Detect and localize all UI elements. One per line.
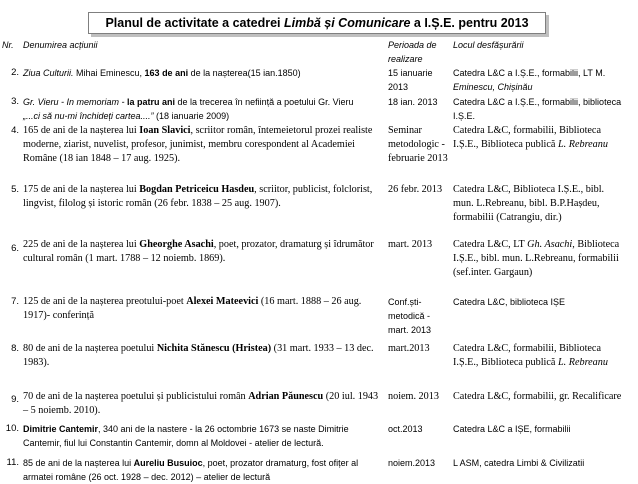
row-number: 11. — [6, 457, 19, 468]
row-place: L ASM, catedra Limbi & Civilizatii — [453, 458, 585, 468]
row-number: 9. — [11, 394, 19, 405]
row-number: 2. — [11, 67, 19, 78]
row-place: Catedra L&C, LT Gh. Asachi, Biblioteca I.Ș.E., bibl. mun. L.Rebreanu, formabilii (sef.inter. Gargaun) — [453, 239, 620, 278]
row-number: 8. — [11, 343, 19, 354]
header-name: Denumirea acțiunii — [23, 40, 98, 50]
row-period: noiem.2013 — [388, 458, 436, 468]
row-number: 10. — [5, 423, 19, 434]
row-place: Catedra L&C a I.Ș.E., formabilii, biblioteca I.Ș.E. — [453, 97, 622, 121]
title-text-end: a I.Ș.E. pentru 2013 — [410, 16, 529, 30]
row-place: Catedra L&C, formabilii, Biblioteca I.Ș.E., Biblioteca publică L. Rebreanu — [453, 125, 608, 150]
row-name: 175 de ani de la nașterea lui Bogdan Petriceicu Hasdeu, scriitor, publicist, folclorist, lingvist, filolog și istoric român (26 febr. 1838 – 25 aug. 1907). — [23, 184, 373, 209]
row-name: 165 de ani de la nașterea lui Ioan Slavici, scriitor român, întemeietorul prozei realiste moderne, ziarist, nuvelist, profesor, junimist, membru corespondent al Academiei Române (18 ian 1848 – 17 aug. 1925). — [23, 125, 373, 164]
row-period: Seminar metodologic - februarie 2013 — [388, 125, 448, 164]
title-emphasis: Limbă și Comunicare — [284, 16, 411, 30]
row-name: 85 de ani de la nașterea lui Aureliu Busuioc, poet, prozator dramaturg, fost ofițer al armatei române (26 oct. 1928 – dec. 2012) – atelier de lectură — [23, 458, 359, 482]
row-place: Catedra L&C, Biblioteca I.Ș.E., bibl. mun. L.Rebreanu, bibl. B.P.Hașdeu, formabilii (Catrangiu, dir.) — [453, 184, 605, 223]
row-period: mart.2013 — [388, 343, 430, 354]
row-place: Catedra L&C a I.Ș.E., formabilii, LT M. Eminescu, Chișinău — [453, 68, 606, 92]
header-nr: Nr. — [2, 40, 14, 50]
row-number: 4. — [11, 125, 19, 136]
row-name: 70 de ani de la nașterea poetului și publicistului român Adrian Păunescu (20 iul. 1943 – 5 noiemb. 2010). — [23, 391, 379, 416]
row-place: Catedra L&C, formabilii, Biblioteca I.Ș.E., Biblioteca publică L. Rebreanu — [453, 343, 608, 368]
row-period: Conf.ști- metodică - mart. 2013 — [388, 297, 432, 335]
page-title — [88, 12, 546, 34]
row-number: 3. — [11, 96, 19, 107]
row-name: Gr. Vieru - In memoriam - la patru ani de la trecerea în neființă a poetului Gr. Vieru „...ci să nu-mi închideți cartea....” (18 ianuarie 2009) — [23, 97, 354, 121]
row-number: 6. — [11, 243, 19, 254]
row-period: 15 ianuarie 2013 — [388, 68, 433, 92]
row-number: 5. — [11, 184, 19, 195]
row-period: 26 febr. 2013 — [388, 184, 443, 195]
header-place: Locul desfășurării — [453, 40, 524, 50]
row-period: noiem. 2013 — [388, 391, 439, 402]
row-name: Ziua Culturii. Mihai Eminescu, 163 de ani de la nașterea(15 ian.1850) — [23, 68, 301, 78]
row-place: Catedra L&C a IȘE, formabilii — [453, 424, 571, 434]
row-name: 80 de ani de la nașterea poetului Nichita Stănescu (Hristea) (31 mart. 1933 – 13 dec. 1983). — [23, 343, 374, 368]
row-name: 225 de ani de la nașterea lui Gheorghe Asachi, poet, prozator, dramaturg și îdrumător cultural român (1 mart. 1788 – 12 noiemb. 1869). — [23, 239, 374, 264]
row-period: mart. 2013 — [388, 239, 433, 250]
header-period: Perioada de realizare — [388, 40, 437, 64]
row-period: 18 ian. 2013 — [388, 97, 438, 107]
title-text: Planul de activitate a catedrei — [105, 16, 284, 30]
row-number: 7. — [11, 296, 19, 307]
row-place: Catedra L&C, formabilii, gr. Recalificare — [453, 391, 622, 402]
row-name: 125 de ani de la nașterea preotului-poet Alexei Mateevici (16 mart. 1888 – 26 aug. 1917)- conferință — [23, 296, 362, 321]
row-place: Catedra L&C, biblioteca IȘE — [453, 297, 566, 307]
row-period: oct.2013 — [388, 424, 423, 434]
row-name: Dimitrie Cantemir, 340 ani de la nastere - la 26 octombrie 1673 se naste Dimitrie Cantemir, fiul lui Constantin Cantemir, domn al Moldovei - atelier de lectură. — [23, 424, 349, 448]
